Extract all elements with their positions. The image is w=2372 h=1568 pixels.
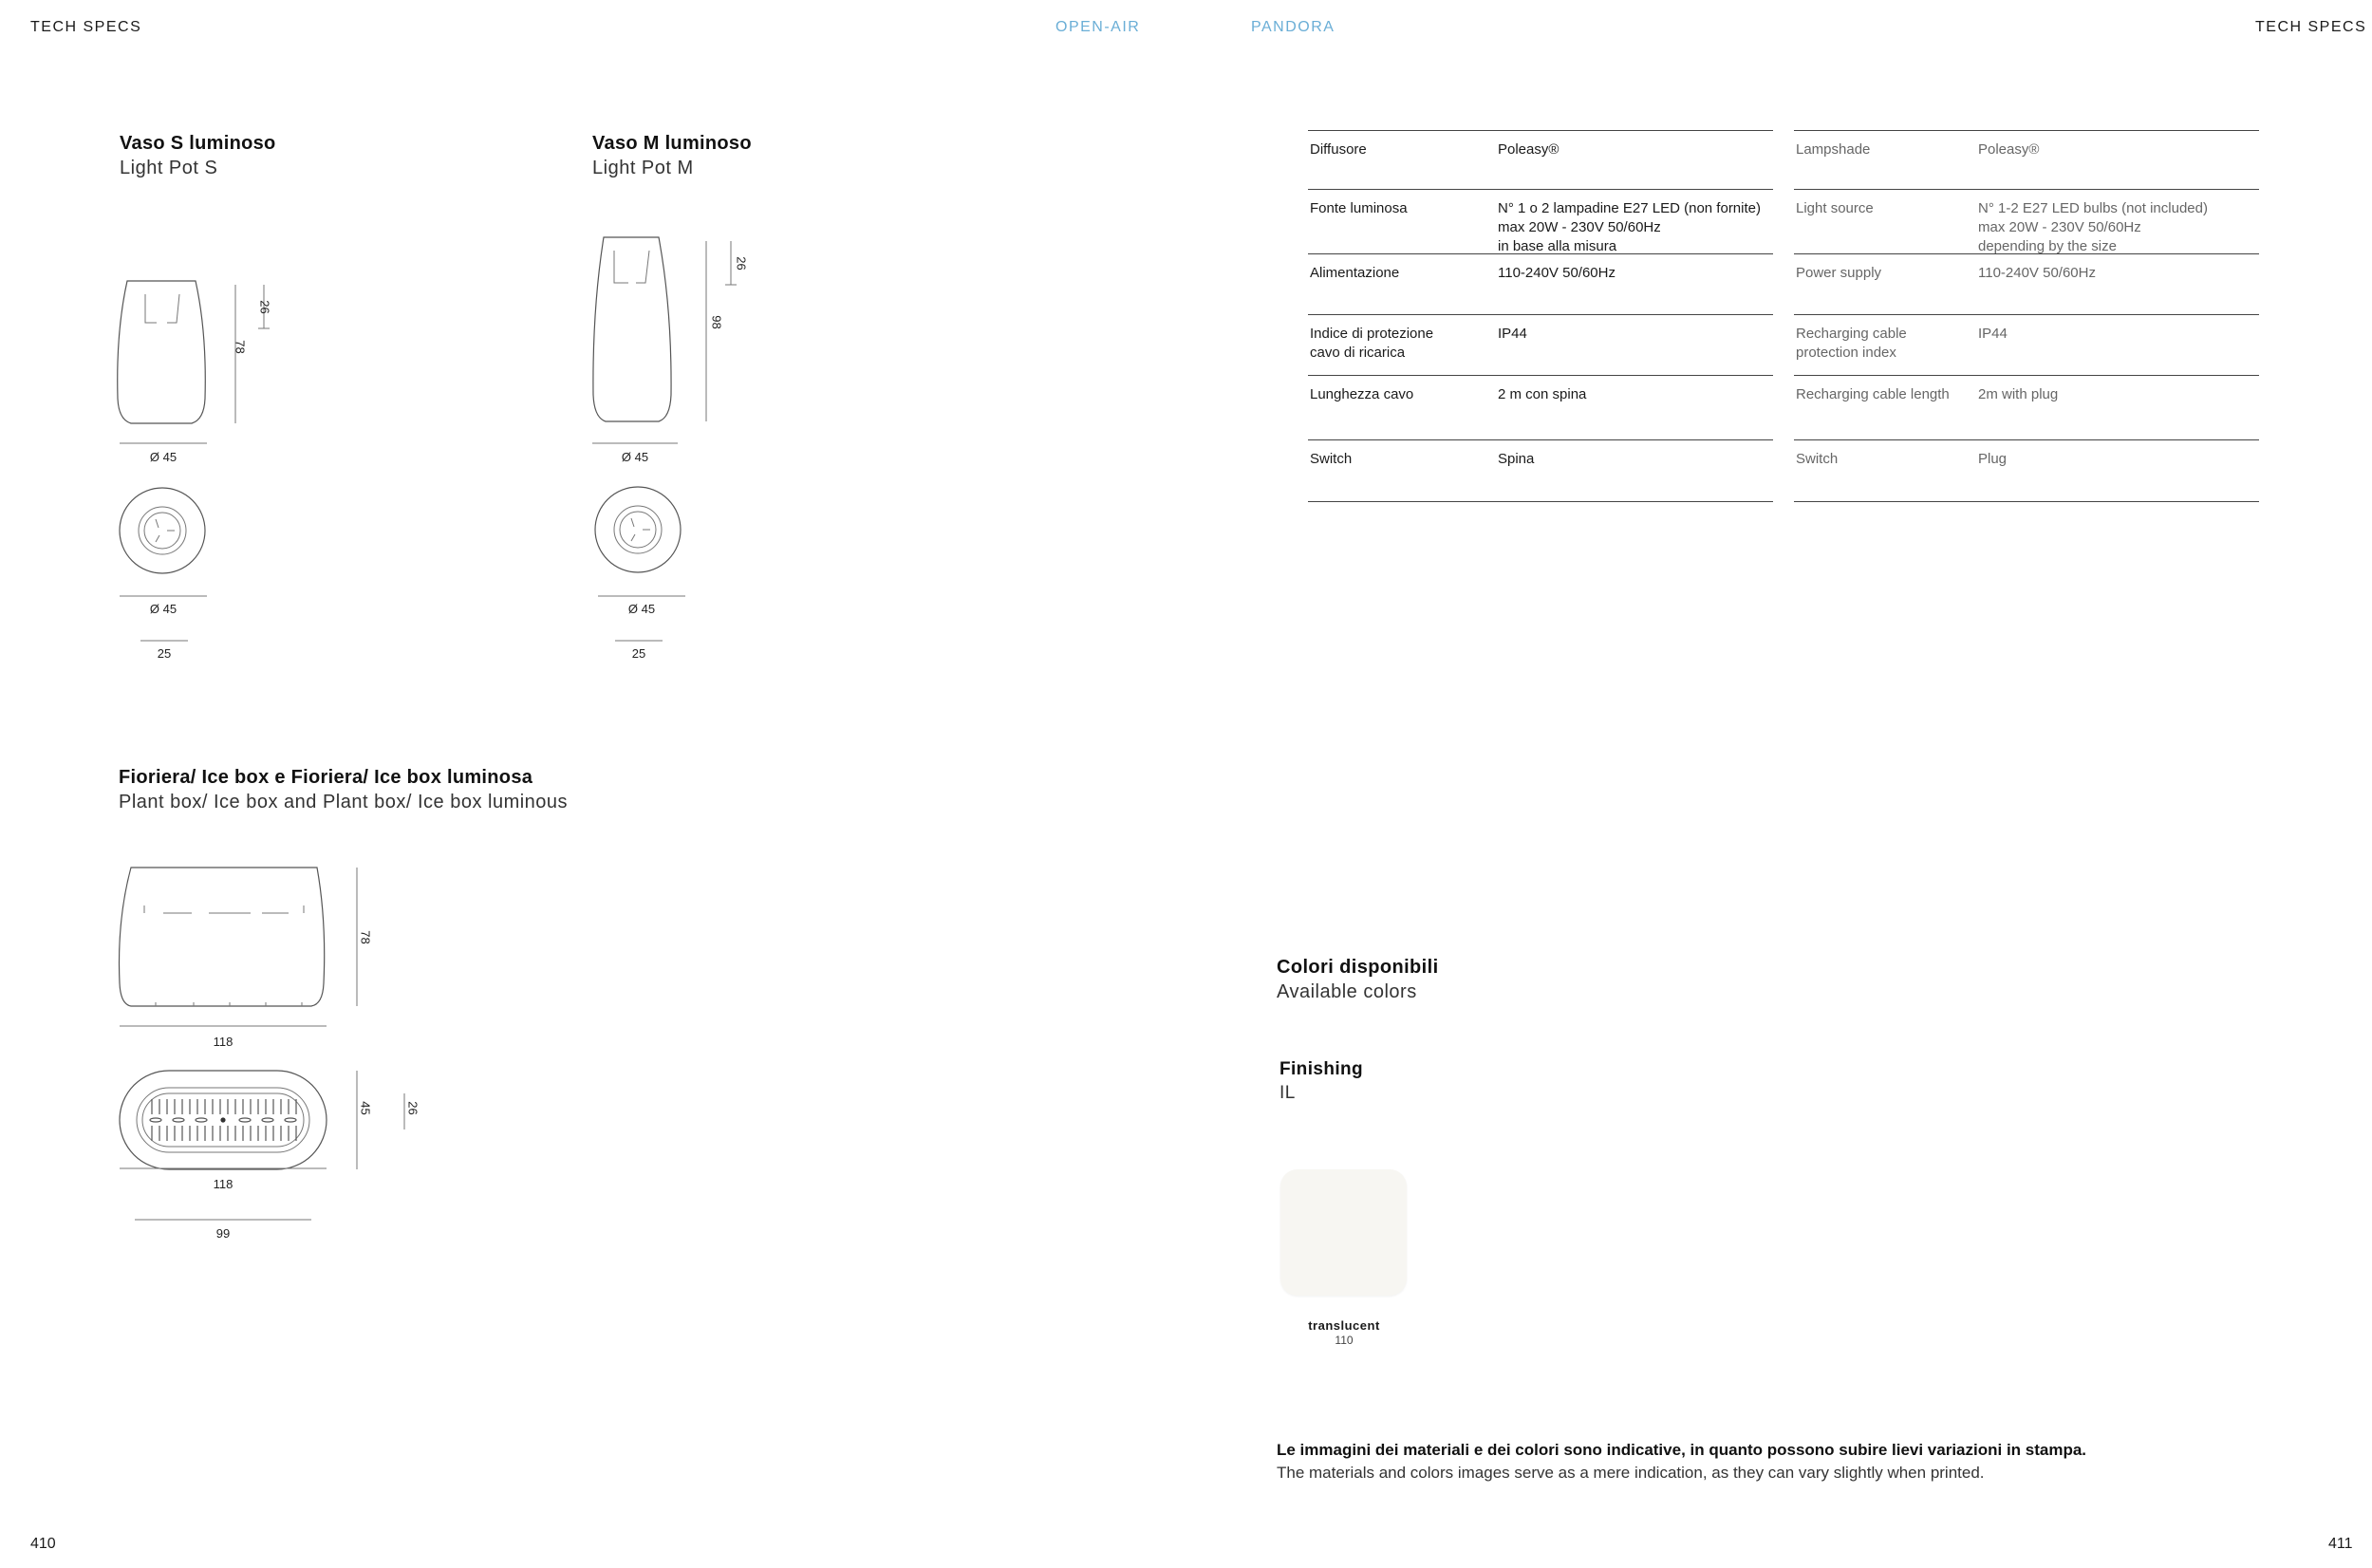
header-left-label: TECH SPECS (30, 19, 142, 35)
spec-key: Light source (1796, 200, 1874, 216)
pot-s-top-diameter-label: Ø 45 (149, 602, 177, 616)
spec-value: Poleasy® (1498, 141, 1560, 158)
spec-row (1794, 254, 2259, 315)
pot-s-diameter-label: Ø 45 (149, 450, 177, 464)
box-width-line (120, 1025, 328, 1029)
spec-row (1308, 254, 1773, 315)
box-inner-depth-label: 26 (405, 1101, 420, 1115)
header-section-label: OPEN-AIR (1055, 19, 1141, 35)
spec-key: Indice di protezione cavo di ricarica (1310, 326, 1434, 361)
spec-row (1794, 315, 2259, 376)
spec-row (1794, 190, 2259, 254)
box-title-it: Fioriera/ Ice box e Fioriera/ Ice box luminosa (119, 767, 533, 788)
pot-m-diameter-label: Ø 45 (621, 450, 649, 464)
pot-s-inner-height-label: 26 (257, 300, 272, 314)
spec-key: Recharging cable protection index (1796, 326, 1907, 361)
pot-m-top-diameter-label: Ø 45 (627, 602, 656, 616)
pot-m-title-en: Light Pot M (592, 158, 694, 178)
spec-value: Poleasy® (1978, 141, 2040, 158)
spec-row (1308, 440, 1773, 502)
box-title-en: Plant box/ Ice box and Plant box/ Ice box luminous (119, 792, 569, 812)
finishing-code: IL (1279, 1083, 1296, 1103)
color-swatch-translucent[interactable] (1280, 1169, 1407, 1296)
pot-m-width-line (592, 442, 680, 446)
box-top-drawing (118, 1067, 431, 1181)
page-number-right: 411 (2328, 1536, 2353, 1552)
swatch-code: 110 (1335, 1334, 1354, 1347)
disclaimer-en: The materials and colors images serve as a mere indication, as they can vary slightly when printed. (1277, 1464, 1985, 1482)
pot-s-top-width-line (120, 595, 209, 599)
spec-value: 110-240V 50/60Hz (1498, 265, 1616, 281)
pot-m-base-label: 25 (631, 646, 646, 661)
box-width-label: 118 (213, 1035, 233, 1049)
pot-s-side-drawing (114, 275, 304, 465)
pot-s-height-label: 78 (233, 340, 248, 354)
pot-s-title-it: Vaso S luminoso (120, 133, 276, 154)
finishing-title: Finishing (1279, 1059, 1364, 1079)
pot-m-inner-height-label: 26 (734, 256, 749, 271)
colors-title-it: Colori disponibili (1277, 957, 1439, 978)
spec-key: Lampshade (1796, 141, 1871, 158)
box-depth-label: 45 (358, 1101, 373, 1115)
spec-value: N° 1-2 E27 LED bulbs (not included) max 20W - 230V 50/60Hz depending by the size (1978, 200, 2208, 254)
spec-key: Switch (1796, 451, 1839, 467)
colors-title-en: Available colors (1277, 981, 1417, 1002)
pot-m-height-label: 98 (709, 315, 724, 329)
spec-row (1794, 376, 2259, 440)
pot-s-top-drawing (118, 486, 209, 577)
spec-value: Spina (1498, 451, 1535, 467)
box-top-width-label: 118 (213, 1177, 233, 1191)
spec-value: Plug (1978, 451, 2008, 467)
spec-value: 2m with plug (1978, 386, 2059, 402)
spec-table-en (1794, 130, 2259, 502)
pot-m-title-it: Vaso M luminoso (592, 133, 752, 154)
pot-m-top-drawing (594, 486, 685, 577)
spec-key: Power supply (1796, 265, 1882, 281)
spec-row (1308, 376, 1773, 440)
spec-row (1308, 190, 1773, 254)
spec-key: Alimentazione (1310, 265, 1400, 281)
spec-key: Switch (1310, 451, 1353, 467)
header-product-label: PANDORA (1251, 19, 1335, 35)
spec-key: Lunghezza cavo (1310, 386, 1414, 402)
box-top-width-line (120, 1167, 328, 1171)
spec-value: IP44 (1498, 326, 1527, 342)
pot-m-base-line (615, 640, 664, 644)
box-inner-width-label: 99 (215, 1226, 231, 1241)
swatch-name: translucent (1308, 1318, 1380, 1333)
spec-row (1794, 440, 2259, 502)
pot-s-title-en: Light Pot S (120, 158, 218, 178)
box-height-label: 78 (358, 930, 373, 944)
spec-key: Recharging cable length (1796, 386, 1950, 402)
page-number-left: 410 (30, 1536, 56, 1552)
header-right-label: TECH SPECS (2255, 19, 2367, 35)
box-inner-width-line (135, 1219, 313, 1223)
spec-row (1794, 131, 2259, 190)
pot-m-side-drawing (588, 233, 778, 433)
spec-value: 110-240V 50/60Hz (1978, 265, 2096, 281)
spec-row (1308, 131, 1773, 190)
pot-s-width-line (120, 442, 209, 446)
spec-row (1308, 315, 1773, 376)
spec-value: 2 m con spina (1498, 386, 1587, 402)
spec-value: N° 1 o 2 lampadine E27 LED (non fornite) max 20W - 230V 50/60Hz in base alla misura (1498, 200, 1761, 254)
box-side-drawing (118, 864, 383, 1016)
pot-m-top-width-line (598, 595, 687, 599)
pot-s-base-line (140, 640, 190, 644)
spec-key: Diffusore (1310, 141, 1367, 158)
disclaimer-it: Le immagini dei materiali e dei colori sono indicative, in quanto possono subire lievi variazioni in stampa. (1277, 1441, 2087, 1459)
spec-key: Fonte luminosa (1310, 200, 1408, 216)
pot-s-base-label: 25 (157, 646, 172, 661)
spec-value: IP44 (1978, 326, 2008, 342)
spec-table-it (1308, 130, 1773, 502)
